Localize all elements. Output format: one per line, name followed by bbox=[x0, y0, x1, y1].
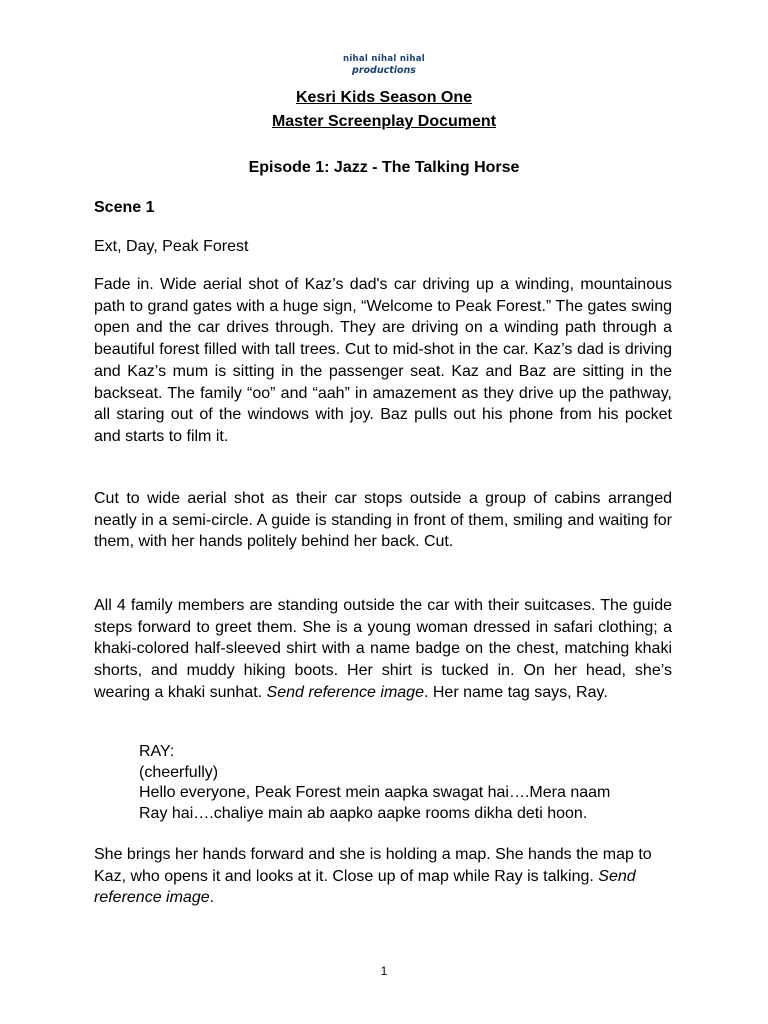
action-paragraph-1: Fade in. Wide aerial shot of Kaz’s dad's car driving up a winding, mountainous path to grand gates with a huge sign, “Welcome to Peak Forest.” The gates swing open and the car drives through. They are driving on a winding path through a beautiful forest filled with tall trees. Cut to mid-shot in the car. Kaz’s dad is driving and Kaz’s mum is sitting in the passenger seat. Kaz and Baz are sitting in the backseat. The family “oo” and “aah” in amazement as they drive up the pathway, all staring out of the windows with joy. Baz pulls out his phone from his pocket and starts to film it. bbox=[94, 276, 672, 445]
scene-slugline: Ext, Day, Peak Forest bbox=[94, 238, 249, 255]
document-title: Kesri Kids Season One bbox=[295, 89, 473, 106]
company-logo bbox=[0, 54, 768, 76]
paragraph-text: . Her name tag says, Ray. bbox=[423, 683, 608, 701]
logo-line-1: nihal nihal nihal bbox=[342, 54, 425, 64]
episode-heading: Episode 1: Jazz - The Talking Horse bbox=[248, 159, 520, 176]
action-paragraph-4 bbox=[94, 844, 672, 909]
paragraph-text: She brings her hands forward and she is holding a map. She hands the map to Kaz, who opens it and looks at it. Close up of map while Ray is talking. bbox=[94, 846, 652, 885]
parenthetical: (cheerfully) bbox=[139, 763, 219, 781]
logo-line-2: productions bbox=[352, 65, 416, 76]
document-subtitle: Master Screenplay Document bbox=[271, 113, 497, 130]
scene-heading: Scene 1 bbox=[94, 199, 155, 216]
action-paragraph-3 bbox=[94, 595, 672, 704]
dialogue-line: Ray hai….chaliye main ab aapko aapke rooms dikha deti hoon. bbox=[139, 804, 588, 822]
paragraph-text: . bbox=[209, 889, 215, 907]
action-paragraph-2: Cut to wide aerial shot as their car stops outside a group of cabins arranged neatly in a semi-circle. A guide is standing in front of them, smiling and waiting for them, with her hands politely behind her back. Cut. bbox=[94, 490, 672, 551]
reference-note: Send reference image bbox=[266, 683, 424, 701]
dialogue-line: Hello everyone, Peak Forest mein aapka swagat hai….Mera naam bbox=[139, 784, 611, 801]
reference-note: Send reference image bbox=[94, 867, 636, 907]
dialogue-block bbox=[139, 742, 610, 824]
paragraph-text: All 4 family members are standing outside the car with their suitcases. The guide steps forward to greet them. She is a young woman dressed in safari clothing; a khaki-colored half-sleeved shirt with a name badge on the chest, matching khaki shorts, and muddy hiking boots. Her shirt is tucked in. On her head, she’s wearing a khaki sunhat. bbox=[94, 597, 672, 701]
character-name: RAY: bbox=[139, 743, 175, 760]
page-number: 1 bbox=[380, 964, 388, 978]
